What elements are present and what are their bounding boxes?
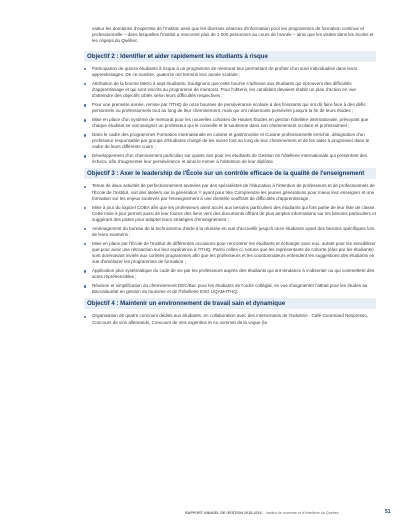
page-footer [185,511,339,515]
intro-paragraph: valeur les domaines d'expertise de l'Institut, ainsi que les diverses séances d'information pour les programmes de formation continue et professionnelle – dans lesquelles l'Institut a rencontré plus de 1 000 personnes au cours de l'année – ainsi que les visites dans les écoles et les cégeps du Québec. [92,26,374,44]
bullet-icon [84,270,86,272]
list-item [84,102,376,114]
list-item-text: Attribution de la bourse Metro à sept étudiants. Soulignons que cette bourse s'adresse aux étudiants qui éprouvent des difficultés d'apprentissage et qui sont inscrits au programme de mentorat. Pour l'obtenir, les candidats devaient établir un plan d'action en vue d'atteindre des objectifs ciblés selon leurs difficultés respectives ; [92,80,356,99]
bullet-icon [84,134,86,136]
bullet-icon [84,207,86,209]
bullet-icon [84,155,86,157]
objective-3-heading: Objectif 3 : Axer le leadership de l'École sur un contrôle efficace de la qualité de l'enseignement [84,168,376,179]
list-item-text: Développement d'un cheminement particulier sur quatre ans pour les étudiants de Gestion en hôtellerie internationale qui présentent des échecs, afin d'augmenter leur persévérance et ainsi le mener à l'obtention de leur diplôme. [92,153,368,165]
objective-2-list [84,66,376,166]
bullet-icon [84,243,86,245]
list-item-text: Aménagement du bureau de la technicienne d'aide à la réussite en vue d'accueillir jusqu'à onze étudiants ayant des besoins spécifiques lors de leurs examens ; [92,225,375,238]
objective-4-heading: Objectif 4 : Maintenir un environnement de travail sain et dynamique [84,298,376,309]
bullet-icon [84,228,86,230]
bullet-icon [84,104,86,106]
list-item [84,226,376,238]
page-content [84,26,376,328]
bullet-icon [84,316,86,318]
list-item-text: Dans le cadre des programmes Formation internationale en cuisine et gastronomie et Cuisine professionnelle enrichie, désignation d'un professeur responsable par groupe d'étudiants chargé de les suivre tout au long de leur cheminement et de les aider à progresser dans le cadre de leurs différents cours ; [92,132,370,150]
page-number: 51 [385,509,391,515]
bullet-icon [84,186,86,188]
objective-3-list [84,183,376,295]
list-item-text: Tenue de deux activités de perfectionnement animées par des spécialistes de l'éducation à l'intention de professeurs et de professionnels de l'École de l'Institut, soit des ateliers sur la génération Y ayant pour titre Comprendre les jeunes générations pour mieux leur enseigner et une formation sur les enjeux soulevés par l'enseignement à une clientèle souffrant de difficultés d'apprentissage ; [92,183,375,201]
list-item [84,132,376,151]
list-item [84,66,376,78]
list-item-text: Pour une première année, remise par l'ITHQ de onze bourses de persévérance scolaire à des finissants qui ont dû faire face à des défis personnels ou professionnels tout au long de leur cheminement, mais qui ont néanmoins persévéré jusqu'à la fin de leurs études ; [92,102,366,114]
list-item [84,81,376,100]
list-item-text: Organisation de quatre concours dédiés aux étudiants, en collaboration avec des intervenants de l'industrie : Café Gourmand Nespresso, Concours de vins allemands, Concours de vins argentins et Au sommet de la vogue (la [92,313,369,325]
list-item [84,241,376,266]
list-item [84,183,376,202]
list-item [84,268,376,280]
list-item-text: Mise en place par l'École de l'Institut de différentes occasions pour rencontrer les étudiants et échanger avec eux, autant pour les sensibiliser que pour avoir une rétroaction sur leur expérience à l'ITHQ. Parmi celles-ci, notons que les représentants de cohorte (élus par les étudiants) sont dorénavant invités aux comités programmes afin que les professeurs et les coordonnateurs entendent les suggestions des étudiants en vue d'améliorer les programmes de formation ; [92,240,376,265]
bullet-icon [84,83,86,85]
footer-separator: – [262,511,265,515]
list-item-text: Participation de quinze étudiants à risque à un programme de mentorat leur permettant de profiter d'un suivi individualisé dans leurs apprentissages. De ce nombre, quatorze ont terminé leur année scolaire ; [92,65,358,78]
list-item [84,283,376,295]
list-item [84,153,376,165]
bullet-icon [84,68,86,70]
footer-report-title: RAPPORT ANNUEL DE GESTION 2015-2016 [185,511,262,515]
list-item-text: Application plus systématique du code de vie par les professeurs auprès des étudiants qui ont tendance à s'absenter ou qui commettent des actes répréhensibles ; [92,268,375,280]
objective-4-list [84,313,376,325]
bullet-icon [84,119,86,121]
list-item-text: Mise à jour du logiciel COBA afin que les professeurs aient accès aux besoins particuliers des étudiants qui font partie de leur liste de classe. Cette mise à jour permet aussi de leur fournir des liens vers des documents offrant de plus amples informations sur les besoins particuliers et suggérant des pistes pour adapter leurs stratégies d'enseignement ; [92,204,376,223]
list-item [84,205,376,224]
objective-2-heading: Objectif 2 : Identifier et aider rapidement les étudiants à risque [84,51,376,62]
list-item [84,313,376,325]
bullet-icon [84,285,86,287]
list-item-text: Mise en place d'un système de mentorat pour les nouvelles cohortes de Hautes Études en gestion hôtelière internationale, prévoyant que chaque étudiant se voit assigner un professeur qui le conseille et le soutienne dans son cheminement scolaire et professionnel ; [92,117,369,129]
list-item-text: Révision et simplification du cheminement DEC/Bac pour les étudiants de l'ordre collégial, en vue d'augmenter l'attrait pour les études au Baccalauréat en gestion du tourisme et de l'hôtellerie ESG UQAM-ITHQ. [92,283,368,295]
footer-organization: Institut de tourisme et d'hôtellerie du Québec [265,511,339,515]
list-item [84,117,376,129]
